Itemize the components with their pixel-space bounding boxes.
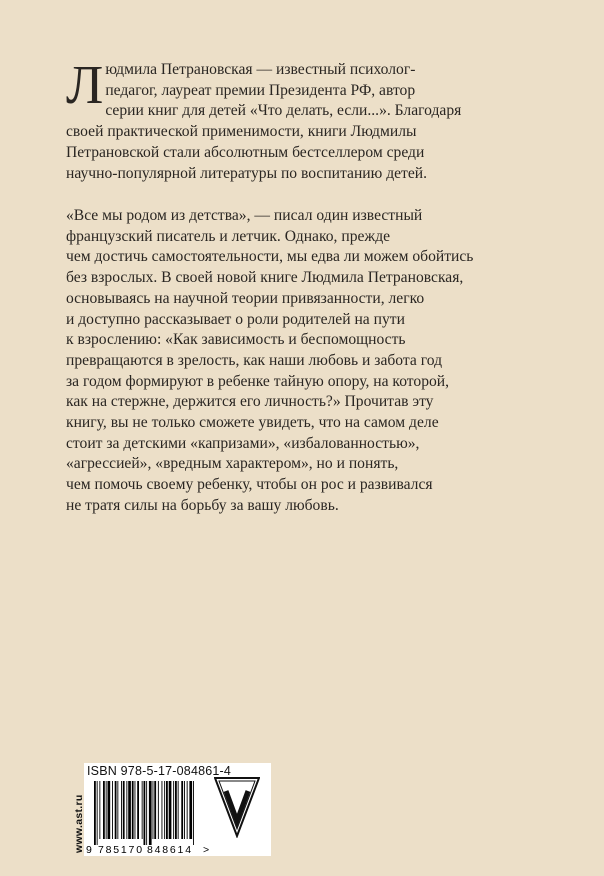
barcode-bar	[126, 781, 127, 839]
barcode-bar	[189, 781, 192, 839]
barcode-bar	[112, 781, 113, 839]
barcode-bar	[175, 781, 177, 839]
barcode-bar	[128, 781, 131, 839]
barcode-bar	[178, 781, 179, 839]
blurb-line: педагог, лауреат премии Президента РФ, автор	[105, 81, 416, 99]
blurb-line: «агрессией», «вредным характером», но и понять,	[66, 455, 399, 473]
barcode-bar	[144, 781, 146, 845]
blurb-line: и доступно рассказывает о роли родителей на пути	[66, 310, 405, 328]
barcode-digits-right: 848614	[147, 844, 193, 856]
blurb-paragraph-1	[66, 54, 496, 184]
barcode-bar	[117, 781, 118, 839]
blurb-line: к взрослению: «Как зависимость и беспомощность	[66, 331, 406, 349]
blurb-line: Петрановской стали абсолютным бестселлером среди	[66, 143, 425, 161]
barcode-bar	[108, 781, 111, 839]
barcode-bar	[137, 781, 139, 839]
barcode-digit-first: 9	[86, 844, 92, 856]
barcode-bar	[123, 781, 125, 839]
blurb-line: основываясь на научной теории привязанности, легко	[66, 289, 425, 307]
blurb-line: стоит за детскими «капризами», «избалованностью»,	[66, 434, 420, 452]
blurb-line: книгу, вы не только сможете увидеть, что на самом деле	[66, 414, 439, 432]
barcode-bar	[181, 781, 183, 839]
publisher-site: www.ast.ru	[73, 794, 85, 853]
blurb-line: французский писатель и летчик. Однако, прежде	[66, 227, 391, 245]
barcode-bar	[99, 781, 100, 839]
barcode-bar	[94, 781, 96, 845]
blurb-line: без взрослых. В своей новой книге Людмила Петрановская,	[66, 269, 464, 287]
barcode-bar	[184, 781, 185, 839]
blurb-line: как на стержне, держится его личность?» Прочитав эту	[66, 393, 434, 411]
barcode-bar	[169, 781, 172, 839]
barcode-bar	[187, 781, 188, 839]
barcode-bar	[166, 781, 168, 839]
barcode-bar	[121, 781, 122, 839]
barcode-digits-end: >	[203, 844, 210, 856]
barcode-bar	[106, 781, 107, 839]
v-triangle-icon	[214, 776, 260, 838]
barcode-bar	[153, 781, 154, 839]
barcode-digits-left: 785170	[98, 844, 144, 856]
barcode-bar	[173, 781, 174, 839]
barcode-bar	[154, 781, 156, 839]
blurb-line: превращаются в зрелость, как наши любовь и забота год	[66, 351, 443, 369]
blurb-paragraph-2	[66, 206, 496, 517]
barcode-bar	[146, 781, 147, 845]
blurb-line: чем помочь своему ребенку, чтобы он рос и развивался	[66, 476, 433, 494]
barcode-bar	[193, 781, 194, 845]
barcode-bar	[103, 781, 105, 839]
blurb-line: научно-популярной литературы по воспитанию детей.	[66, 164, 428, 182]
barcode-bar	[135, 781, 136, 839]
blurb-line: юдмила Петрановская — известный психолог-	[105, 61, 416, 78]
blurb-line: своей практической применимости, книги Людмилы	[66, 123, 417, 141]
barcode-bar	[132, 781, 134, 839]
barcode-bar	[164, 781, 165, 839]
barcode-bar	[162, 781, 163, 839]
blurb-line: за годом формируют в ребенке тайную опору, на которой,	[66, 372, 450, 390]
blurb-line: «Все мы родом из детства», — писал один известный	[66, 207, 423, 224]
isbn-label: ISBN 978-5-17-084861-4	[87, 764, 232, 778]
barcode-bar	[142, 781, 143, 839]
blurb-line: не тратя силы на борьбу за вашу любовь.	[66, 496, 339, 514]
blurb-line: чем достичь самостоятельности, мы едва ли можем обойтись	[66, 248, 474, 266]
barcode-bar	[158, 781, 159, 839]
drop-cap: Л	[66, 54, 104, 115]
blurb-line: серии книг для детей «Что делать, если...». Благодаря	[105, 102, 462, 120]
barcode-bar	[149, 781, 152, 845]
barcode-bar	[97, 781, 98, 845]
barcode-bar	[115, 781, 117, 839]
